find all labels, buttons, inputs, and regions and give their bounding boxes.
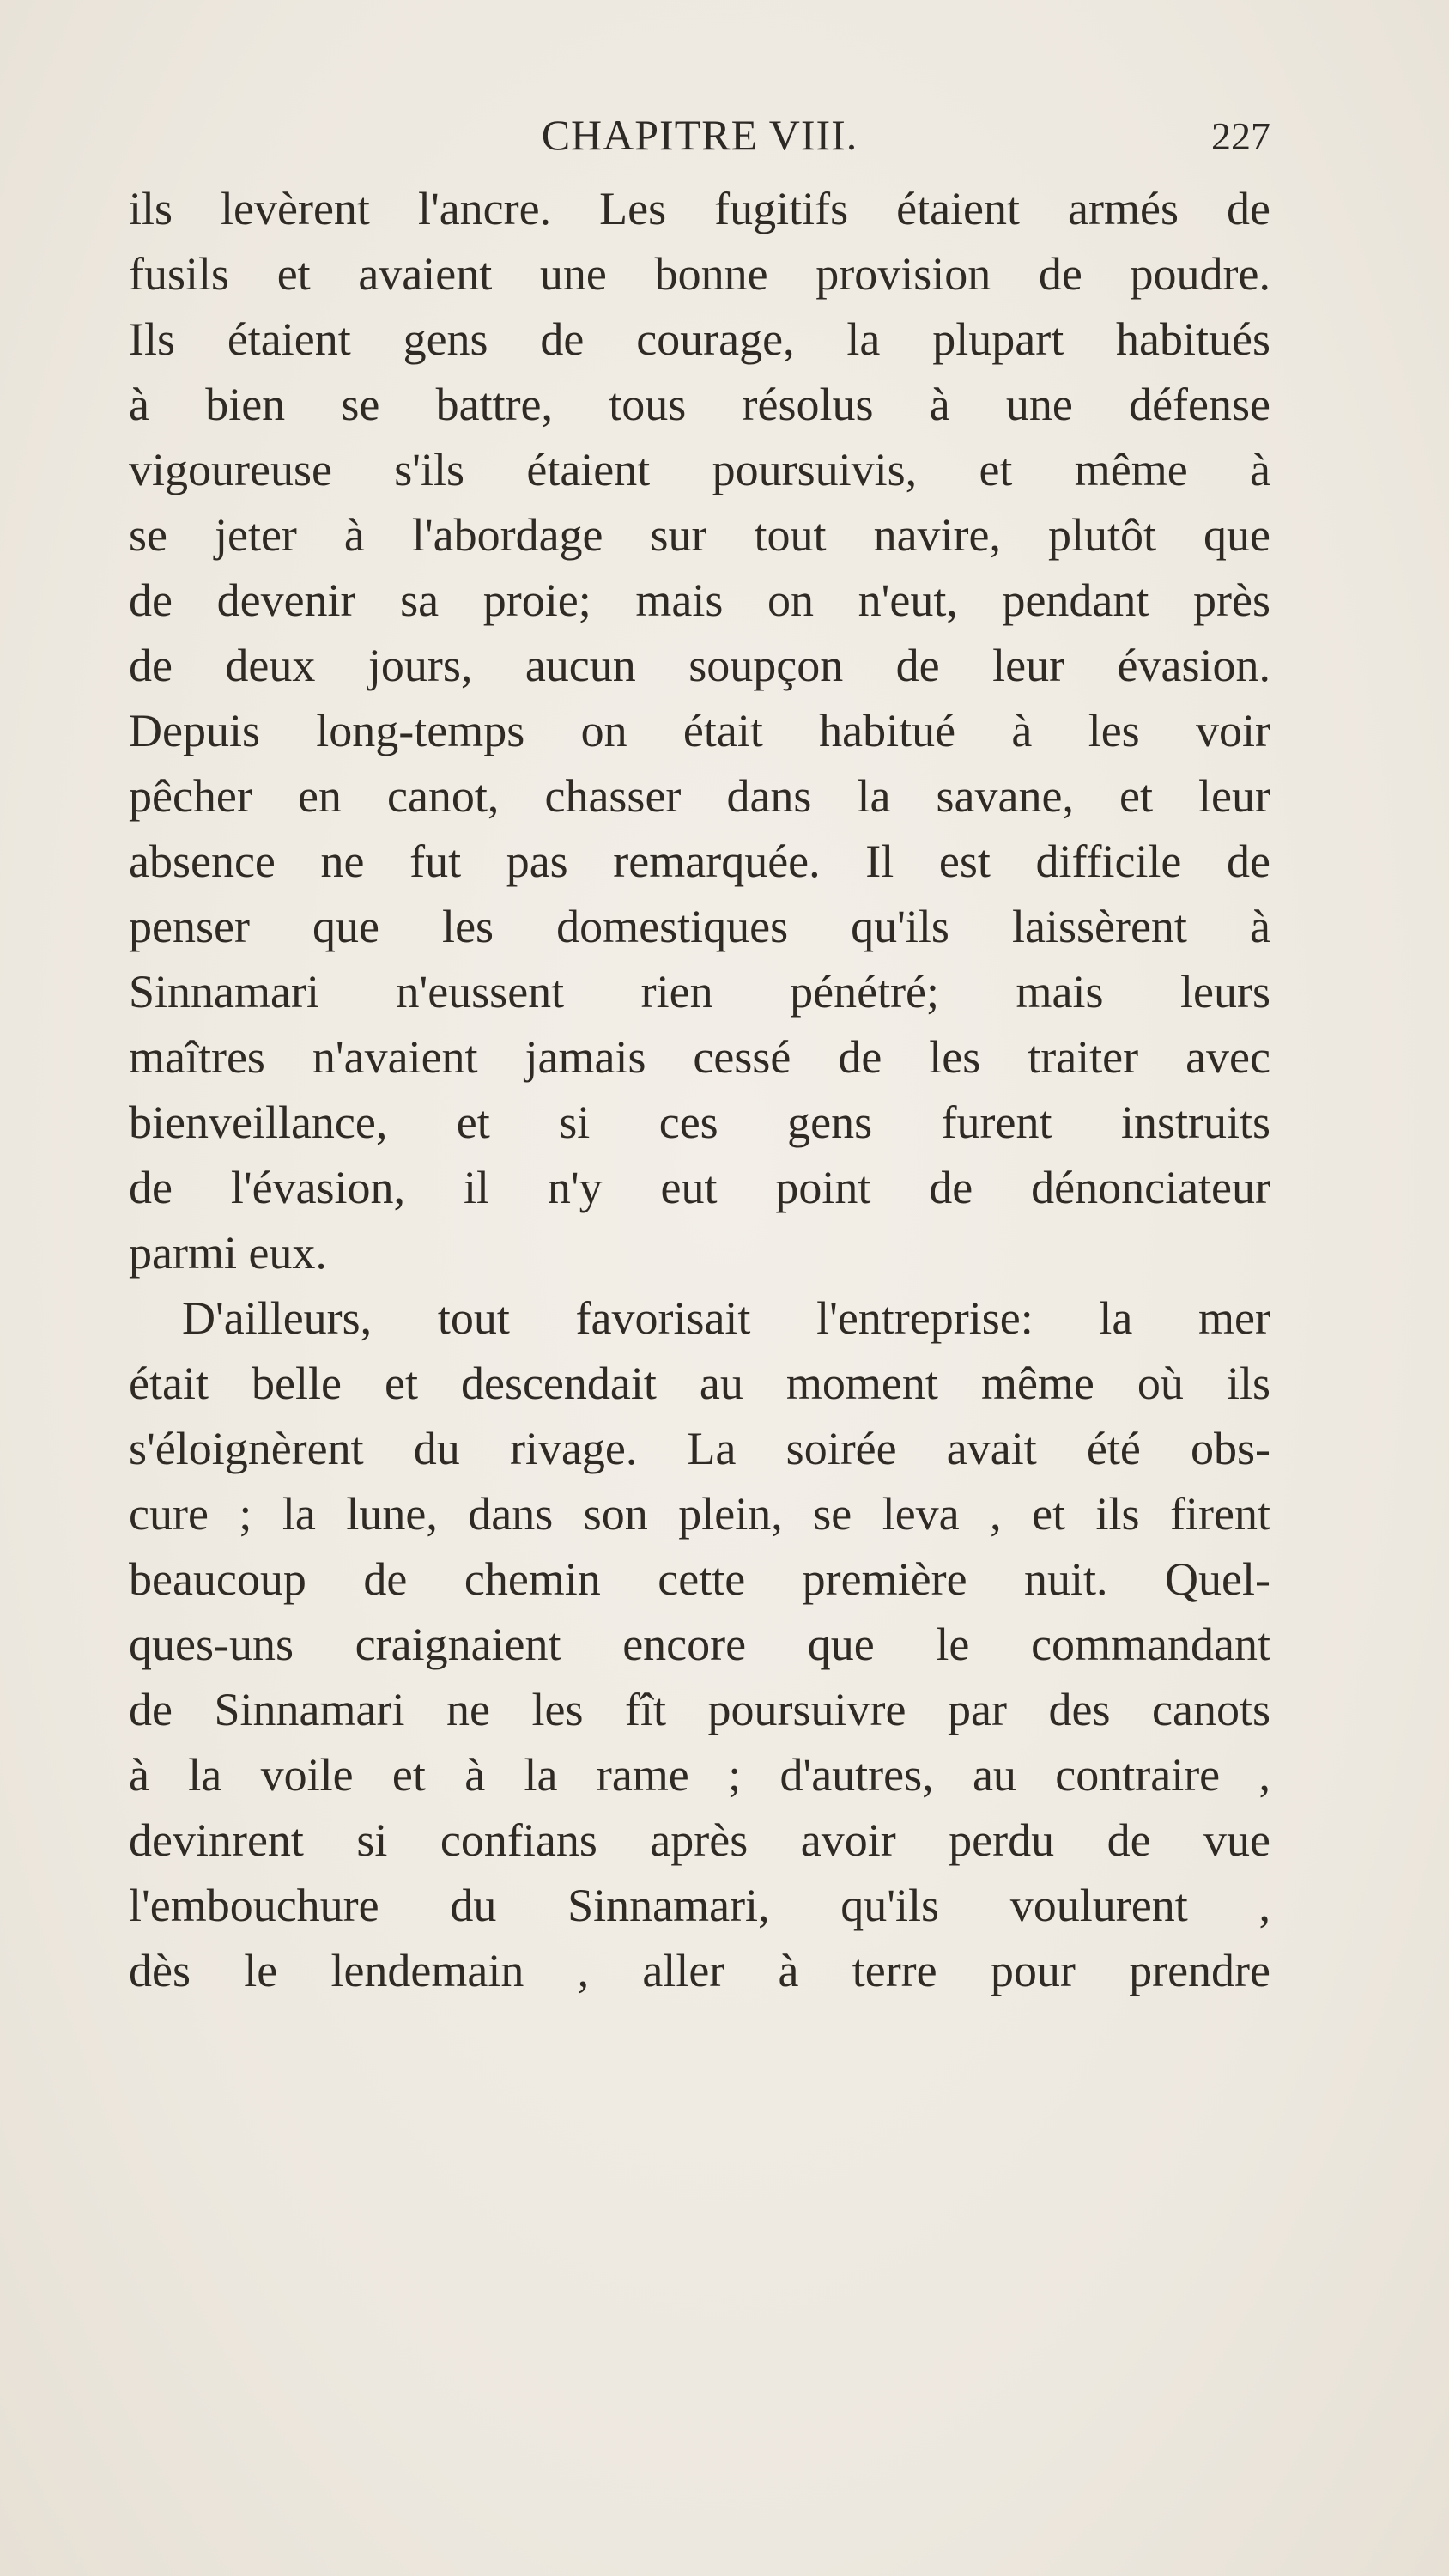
text-line: penser que les domestiques qu'ils laissèrent à [129,901,1270,952]
paragraph-end-line: parmi eux. [129,1227,327,1279]
text-line: cure ; la lune, dans son plein, se leva , et ils firent [129,1488,1270,1540]
text-line: vigoureuse s'ils étaient poursuivis, et même à [129,444,1270,495]
text-line: de Sinnamari ne les fît poursuivre par des canots [129,1684,1270,1735]
text-line: de deux jours, aucun soupçon de leur évasion. [129,640,1270,691]
text-line: à bien se battre, tous résolus à une défense [129,379,1270,430]
text-line: ques-uns craignaient encore que le commandant [129,1619,1270,1670]
text-line: devinrent si confians après avoir perdu de vue [129,1814,1270,1866]
text-line: s'éloignèrent du rivage. La soirée avait été obs- [129,1423,1270,1474]
text-line: maîtres n'avaient jamais cessé de les traiter avec [129,1031,1270,1083]
text-line: pêcher en canot, chasser dans la savane, et leur [129,770,1270,822]
text-line: à la voile et à la rame ; d'autres, au contraire , [129,1749,1270,1801]
paragraph-start-line: D'ailleurs, tout favorisait l'entreprise: la mer [182,1292,1270,1344]
text-line: se jeter à l'abordage sur tout navire, plutôt que [129,509,1270,561]
body-text [129,176,1270,2003]
running-head [129,110,1270,170]
chapter-title: CHAPITRE VIII. [541,111,858,159]
text-line: de l'évasion, il n'y eut point de dénonciateur [129,1162,1270,1213]
text-line: de devenir sa proie; mais on n'eut, pendant près [129,574,1270,626]
text-line: absence ne fut pas remarquée. Il est difficile de [129,835,1270,887]
text-line: fusils et avaient une bonne provision de poudre. [129,248,1270,300]
page-number: 227 [1211,114,1270,158]
text-line: était belle et descendait au moment même où ils [129,1358,1270,1409]
text-line: dès le lendemain , aller à terre pour prendre [129,1945,1270,1996]
text-line: Depuis long-temps on était habitué à les voir [129,705,1270,756]
text-line: Ils étaient gens de courage, la plupart habitués [129,313,1270,365]
text-line: Sinnamari n'eussent rien pénétré; mais leurs [129,966,1270,1018]
text-line: beaucoup de chemin cette première nuit. Quel- [129,1553,1270,1605]
text-line: ils levèrent l'ancre. Les fugitifs étaient armés de [129,183,1270,234]
text-line: bienveillance, et si ces gens furent instruits [129,1097,1270,1148]
text-line: l'embouchure du Sinnamari, qu'ils voulurent , [129,1880,1270,1931]
